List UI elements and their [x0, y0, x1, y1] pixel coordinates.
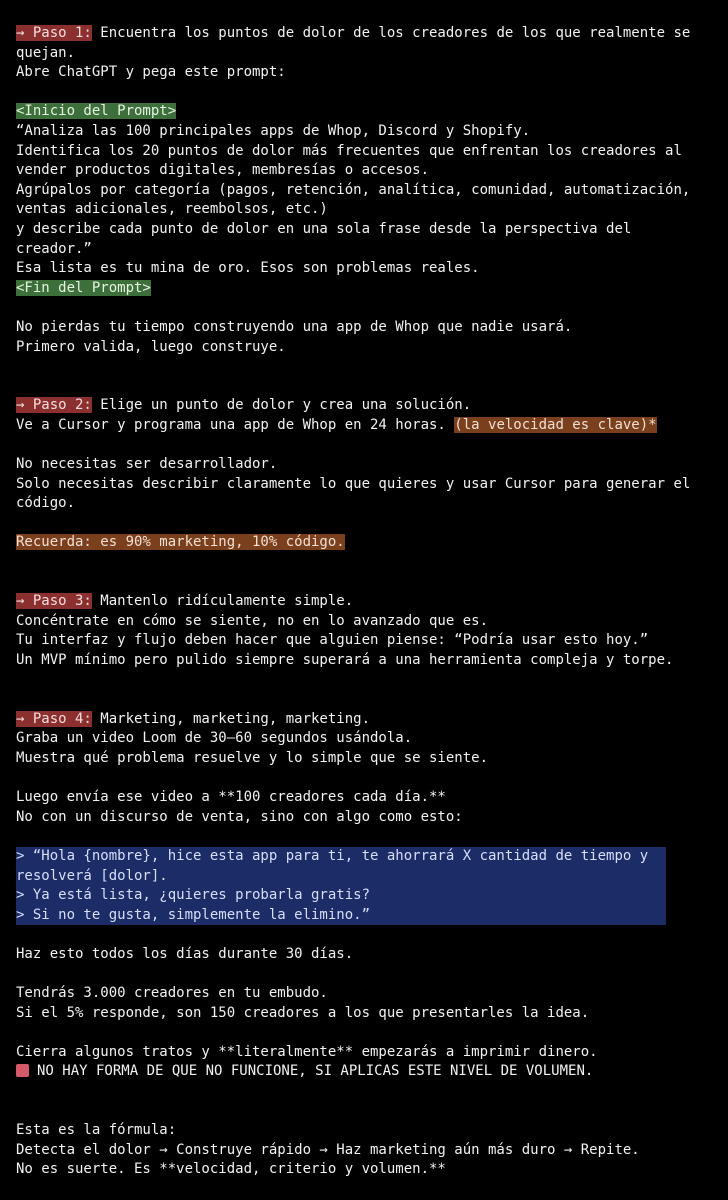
prompt-line: Esa lista es tu mina de oro. Esos son problemas reales. [16, 260, 480, 277]
prompt-line: vender productos digitales, membresías o accesos. [16, 162, 430, 179]
step-2-label: → Paso 2: [16, 397, 92, 414]
step-4-body: Muestra qué problema resuelve y lo simple que se siente. [16, 749, 489, 766]
step-1-heading [16, 24, 716, 44]
prompt-end-tag: <Fin del Prompt> [16, 279, 151, 296]
step-3-heading [16, 592, 716, 612]
step-2-body: código. [16, 495, 76, 512]
formula-closing: No es suerte. Es **velocidad, criterio y volumen.** [16, 1161, 446, 1178]
prompt-line: Identifica los 20 puntos de dolor más frecuentes que enfrentan los creadores al [16, 142, 682, 159]
step-3-section [16, 592, 716, 670]
step-4-heading [16, 710, 716, 730]
step-2-body: Solo necesitas describir claramente lo que quieres y usar Cursor para generar el [16, 475, 691, 492]
prompt-line: “Analiza las 100 principales apps de Whop, Discord y Shopify. [16, 122, 531, 139]
formula-line: Detecta el dolor → Construye rápido → Haz marketing aún más duro → Repite. [16, 1141, 640, 1158]
step-2-heading [16, 396, 716, 416]
step-1-note: No pierdas tu tiempo construyendo una app de Whop que nadie usará. [16, 318, 573, 335]
step-4-label: → Paso 4: [16, 710, 92, 727]
step-4-body: Graba un video Loom de 30–60 segundos usándola. [16, 730, 413, 747]
step-2-section [16, 396, 716, 553]
step-1-title: Encuentra los puntos de dolor de los creadores de los que realmente se [91, 25, 691, 41]
step-2-reminder: Recuerda: es 90% marketing, 10% código. [16, 534, 345, 551]
formula-section [16, 1121, 716, 1180]
step-4-title: Marketing, marketing, marketing. [91, 710, 371, 727]
step-4-close: Cierra algunos tratos y **literalmente** empezarás a imprimir dinero. [16, 1043, 598, 1060]
step-4-alert [16, 1062, 716, 1082]
step-3-body: Concéntrate en cómo se siente, no en lo avanzado que es. [16, 612, 489, 629]
step-1-label: → Paso 1: [16, 25, 92, 41]
step-1-instruction: Abre ChatGPT y pega este prompt: [16, 64, 286, 81]
speed-highlight: (la velocidad es clave)* [454, 416, 657, 433]
message-quote-block [16, 847, 666, 925]
step-4-funnel: Si el 5% responde, son 150 creadores a los que presentarles la idea. [16, 1004, 590, 1021]
step-4-daily: Haz esto todos los días durante 30 días. [16, 945, 354, 962]
step-1-section [16, 24, 716, 357]
prompt-line: Agrúpalos por categoría (pagos, retención, analítica, comunidad, automatización, [16, 181, 691, 198]
prompt-line: ventas adicionales, reembolsos, etc.) [16, 201, 328, 218]
step-4-section [16, 710, 716, 1082]
quote-line: > “Hola {nombre}, hice esta app para ti, te ahorrará X cantidad de tiempo y [16, 847, 649, 864]
quote-line: > Si no te gusta, simplemente la elimino.” [16, 906, 371, 923]
step-3-body: Un MVP mínimo pero pulido siempre superará a una herramienta compleja y torpe. [16, 652, 674, 668]
quote-line: resolverá [dolor]. [16, 867, 168, 884]
step-2-cursor-line [16, 416, 716, 436]
prompt-start-tag: <Inicio del Prompt> [16, 103, 177, 120]
cursor-line-text: Ve a Cursor y programa una app de Whop en 24 horas. [16, 416, 455, 433]
step-3-title: Mantenlo ridículamente simple. [91, 593, 354, 610]
step-2-title: Elige un punto de dolor y crea una solución. [91, 397, 472, 414]
step-4-funnel: Tendrás 3.000 creadores en tu embudo. [16, 985, 328, 1002]
step-3-label: → Paso 3: [16, 593, 92, 610]
formula-intro: Esta es la fórmula: [16, 1122, 177, 1139]
quote-line: > Ya está lista, ¿quieres probarla gratis? [16, 887, 371, 904]
step-1-title-continued: quejan. [16, 44, 76, 61]
step-4-send: Luego envía ese video a **100 creadores cada día.** [16, 789, 446, 806]
step-3-body: Tu interfaz y flujo deben hacer que alguien piense: “Podría usar esto hoy.” [16, 632, 649, 649]
red-square-icon [16, 1064, 29, 1077]
prompt-line: y describe cada punto de dolor en una sola frase desde la perspectiva del [16, 220, 632, 237]
step-1-note: Primero valida, luego construye. [16, 338, 286, 355]
step-4-send: No con un discurso de venta, sino con algo como esto: [16, 808, 463, 825]
step-2-body: No necesitas ser desarrollador. [16, 456, 278, 473]
alert-text: NO HAY FORMA DE QUE NO FUNCIONE, SI APLICAS ESTE NIVEL DE VOLUMEN. [37, 1063, 594, 1080]
document [16, 24, 716, 1180]
prompt-line: creador.” [16, 240, 92, 257]
